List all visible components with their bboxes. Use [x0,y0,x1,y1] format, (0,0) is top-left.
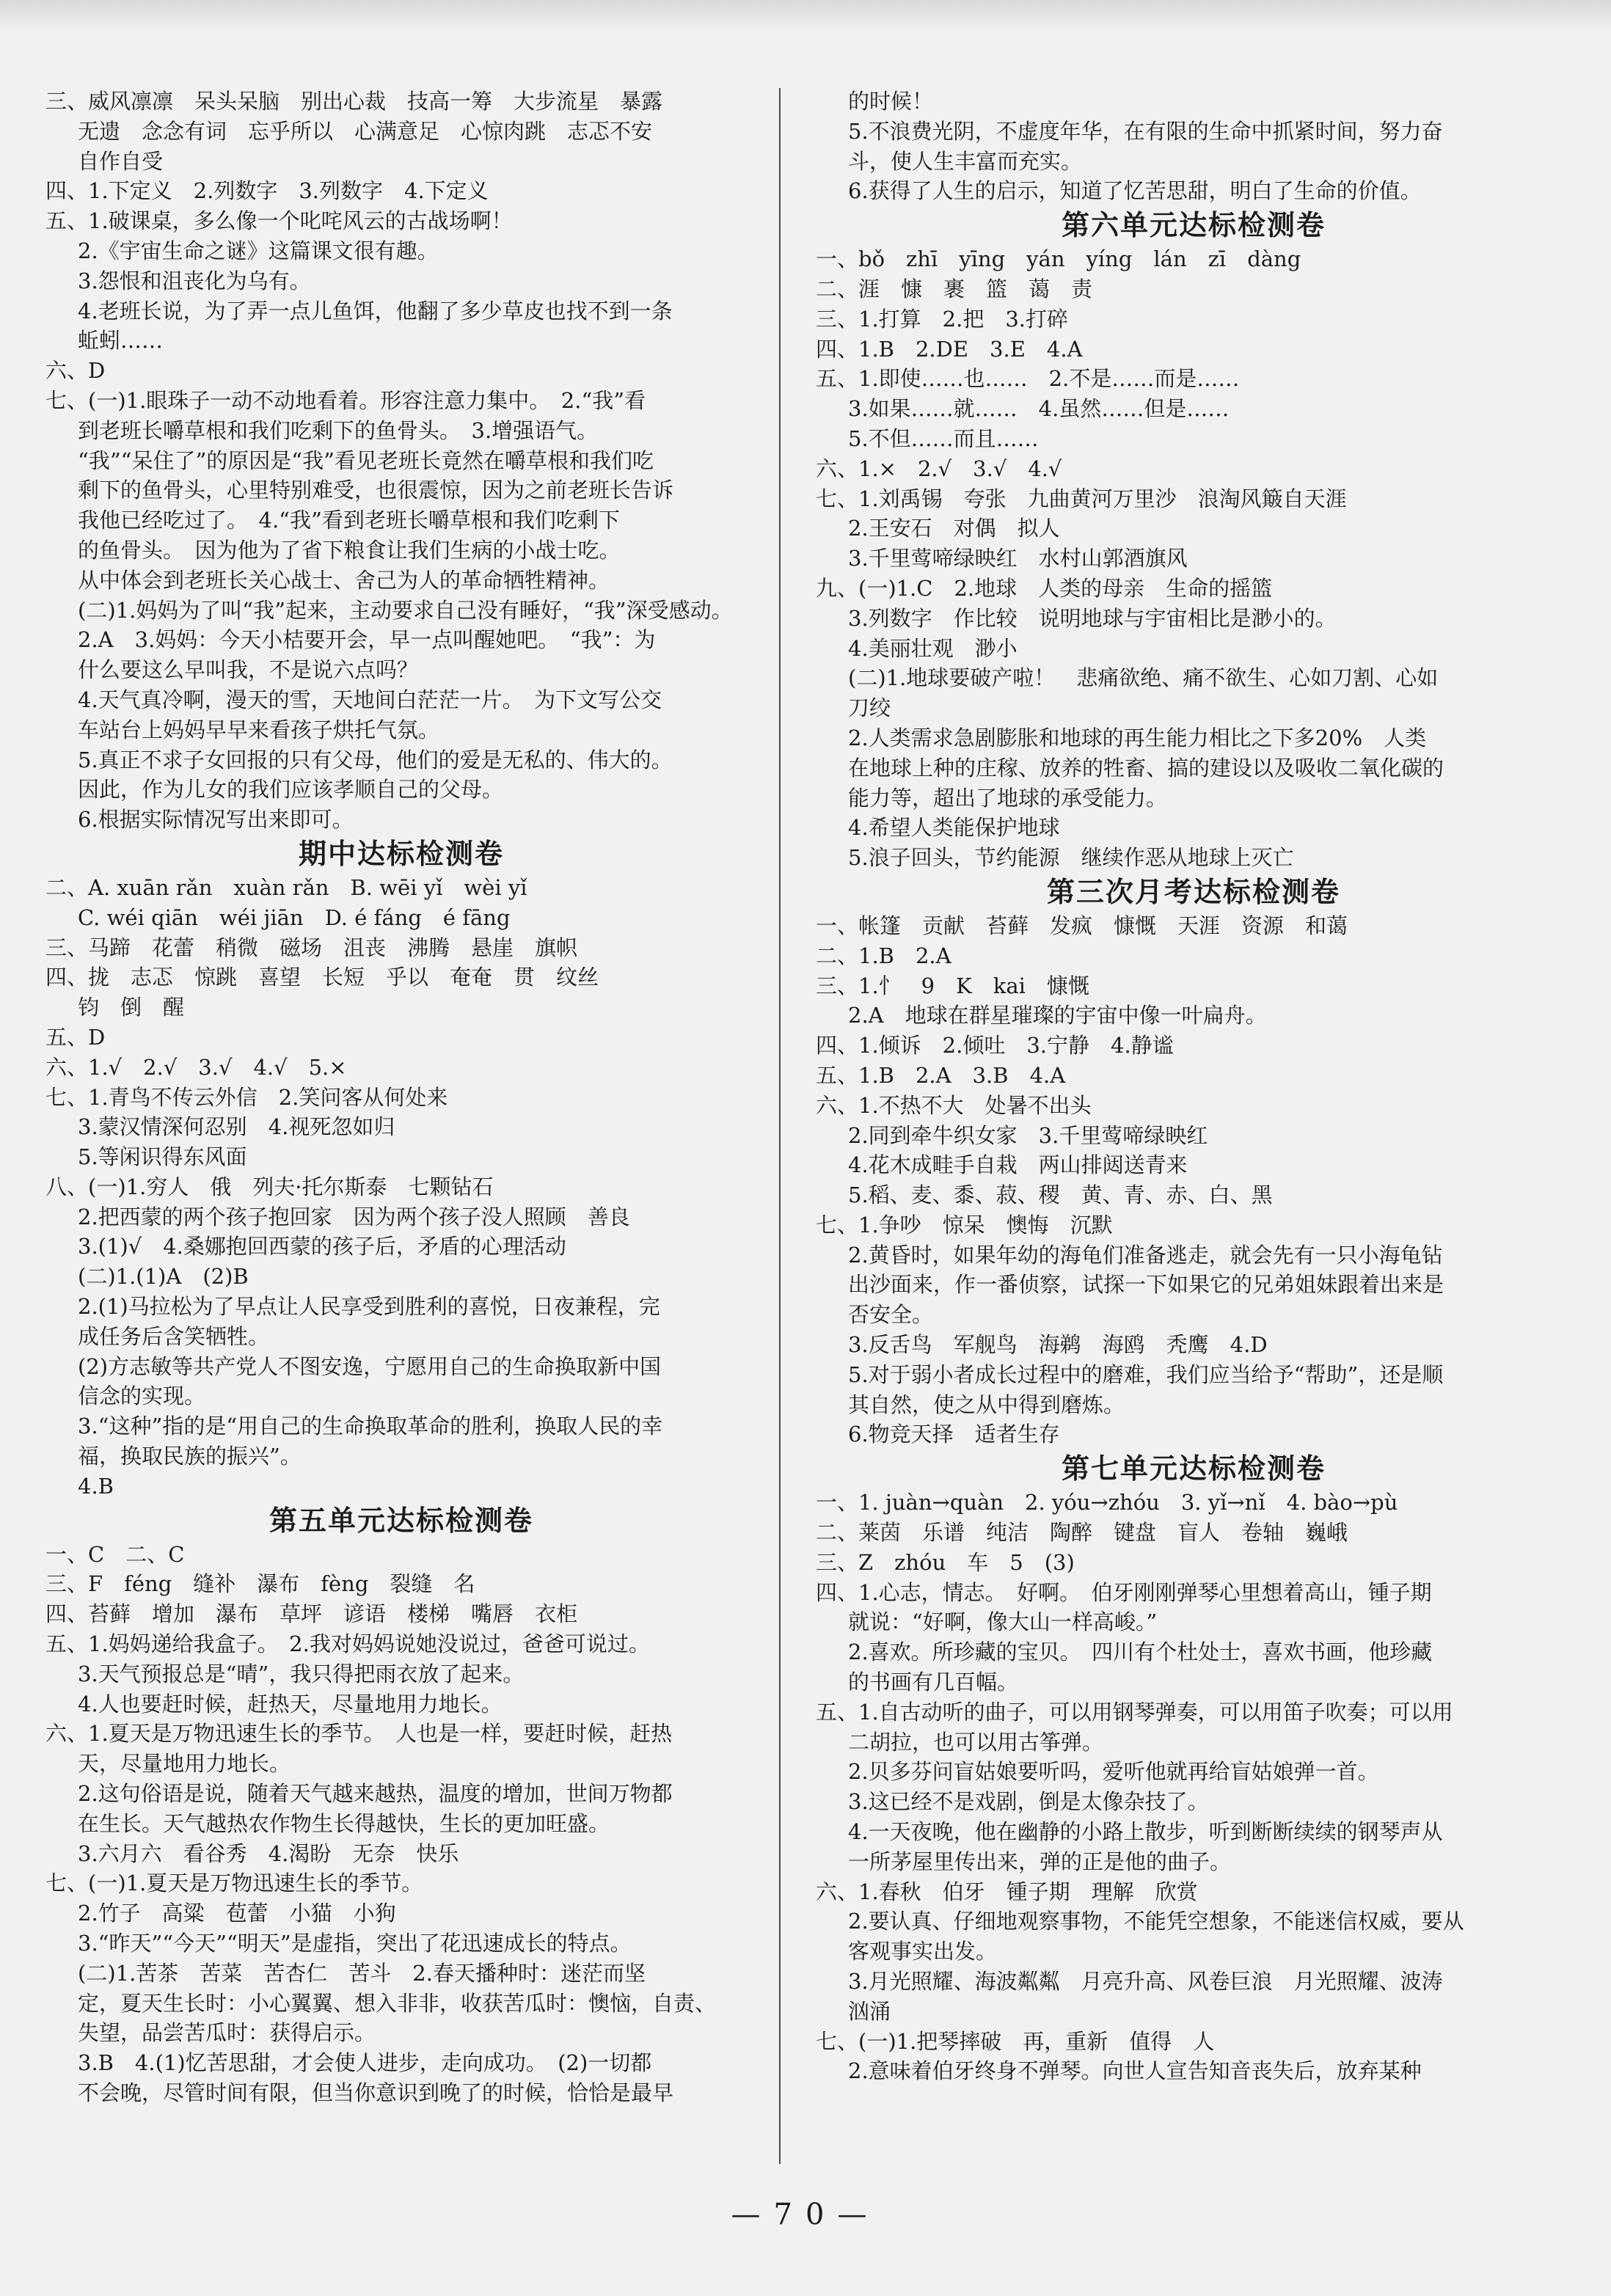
answer-line: (二)1.(1)A (2)B [78,1264,249,1290]
column-divider [779,88,781,2164]
answer-line: 剩下的鱼骨头，心里特别难受，也很震惊，因为之前老班长告诉 [78,478,674,503]
answer-line: 3.“昨天”“今天”“明天”是虚指，突出了花迅速成长的特点。 [78,1931,632,1956]
footer-dash-left: — [731,2198,774,2231]
answer-line: 2.A 3.妈妈：今天小桔要开会，早一点叫醒她吧。 “我”：为 [78,627,656,653]
answer-line: 定，夏天生长时：小心翼翼、想入非非，收获苦瓜时：懊恼，自责、 [78,1990,717,2016]
answer-column-right [816,87,1571,2208]
answer-line: 就说：“好啊，像大山一样高峻。” [848,1609,1158,1635]
page-footer [0,2198,1611,2231]
answer-line: 3.怨恨和沮丧化为乌有。 [78,268,311,293]
scan-top-band [0,0,1611,29]
answer-line: 4.人也要赶时候，赶热天，尽量地用力地长。 [78,1691,503,1716]
answer-line: 四、1.B 2.DE 3.E 4.A [816,336,1083,362]
answer-line: 2.喜欢。所珍藏的宝贝。 四川有个杜处士，喜欢书画，他珍藏 [848,1639,1433,1665]
section-heading: 第七单元达标检测卷 [1061,1452,1326,1485]
answer-line: 六、1.不热不大 处暑不出头 [816,1092,1092,1118]
answer-line: 客观事实出发。 [848,1939,998,1964]
answer-line: 一、帐篷 贡献 苔藓 发疯 慷慨 天涯 资源 和蔼 [816,913,1348,938]
answer-line: 三、1.打算 2.把 3.打碎 [816,306,1069,332]
answer-line: 5.对于弱小者成长过程中的磨难，我们应当给予“帮助”，还是顺 [848,1361,1444,1387]
answer-line: 2.A 地球在群星璀璨的宇宙中像一叶扁舟。 [848,1003,1267,1028]
answer-line: 四、1.倾诉 2.倾吐 3.宁静 4.静谧 [816,1033,1174,1059]
answer-line: 七、1.青鸟不传云外信 2.笑问客从何处来 [45,1084,448,1110]
answer-line: 2.人类需求急剧膨胀和地球的再生能力相比之下多20% 人类 [848,725,1427,750]
answer-line: 六、1.夏天是万物迅速生长的季节。 人也是一样，要赶时候，赶热 [45,1721,673,1747]
answer-line: 一、bǒ zhī yīng yán yíng lán zī dàng [816,246,1301,272]
answer-line: 二、涯 慷 裹 篮 蔼 责 [816,276,1093,301]
answer-line: 2.王安石 对偶 拟人 [848,516,1060,541]
answer-line: 2.黄昏时，如果年幼的海龟们准备逃走，就会先有一只小海龟钻 [848,1242,1443,1268]
answer-column-left [45,87,757,2208]
answer-line: 成任务后含笑牺牲。 [78,1323,270,1349]
answer-line: 六、D [45,358,106,384]
answer-line: 四、1.下定义 2.列数字 3.列数字 4.下定义 [45,178,489,204]
answer-line: “我”“呆住了”的原因是“我”看见老班长竟然在嚼草根和我们吃 [78,447,654,473]
answer-line: 4.花木成畦手自栽 两山排闼送青来 [848,1152,1188,1178]
answer-line: 六、1.× 2.√ 3.√ 4.√ [816,456,1062,481]
answer-line: 5.不但……而且…… [848,425,1039,451]
answer-line: 七、(一)1.眼珠子一动不动地看着。形容注意力集中。 2.“我”看 [45,387,646,413]
answer-line: 2.(1)马拉松为了早点让人民享受到胜利的喜悦，日夜兼程，完 [78,1294,660,1320]
answer-line: 3.如果……就…… 4.虽然……但是…… [848,396,1230,422]
section-heading: 第六单元达标检测卷 [1061,209,1326,242]
answer-line: 三、马蹄 花蕾 稍微 磁场 沮丧 沸腾 悬崖 旗帜 [45,935,578,960]
answer-line: 五、1.B 2.A 3.B 4.A [816,1062,1066,1088]
footer-dash-right: — [837,2198,880,2231]
answer-line: 3.天气预报总是“晴”，我只得把雨衣放了起来。 [78,1661,525,1686]
answer-line: 5.等闲识得东风面 [78,1144,247,1170]
answer-line: 2.同到牵牛织女家 3.千里莺啼绿映红 [848,1122,1208,1148]
answer-line: 五、D [45,1024,106,1050]
answer-line: 从中体会到老班长关心战士、舍己为人的革命牺牲精神。 [78,567,610,593]
answer-line: 4.老班长说，为了弄一点儿鱼饵，他翻了多少草皮也找不到一条 [78,298,673,323]
answer-line: 否安全。 [848,1302,934,1328]
answer-line: 三、F féng 缝补 瀑布 fèng 裂缝 名 [45,1571,475,1597]
answer-line: 因此，作为儿女的我们应该孝顺自己的父母。 [78,777,504,802]
answer-line: 天，尽量地用力地长。 [78,1751,291,1777]
answer-line: 4.希望人类能保护地球 [848,815,1060,841]
answer-line: 3.六月六 看谷秀 4.渴盼 无奈 快乐 [78,1840,459,1866]
answer-line: 七、(一)1.把琴摔破 再，重新 值得 人 [816,2028,1215,2054]
answer-line: 二胡拉，也可以用古筝弹。 [848,1729,1104,1755]
answer-line: 2.意味着伯牙终身不弹琴。向世人宣告知音丧失后，放弃某种 [848,2058,1422,2084]
answer-line: 刀绞 [848,695,891,721]
answer-line: 四、1.心志，情志。 好啊。 伯牙刚刚弹琴心里想着高山，锺子期 [816,1579,1432,1605]
answer-line: 信念的实现。 [78,1383,206,1409]
answer-line: 6.获得了人生的启示，知道了忆苦思甜，明白了生命的价值。 [848,178,1422,204]
answer-line: 5.稻、麦、黍、菽、稷 黄、青、赤、白、黑 [848,1182,1273,1208]
answer-line: 我他已经吃过了。 4.“我”看到老班长嚼草根和我们吃剩下 [78,508,620,533]
answer-line: 5.浪子回头，节约能源 继续作恶从地球上灭亡 [848,845,1294,871]
answer-line: 3.蒙汉情深何忍别 4.视死忽如归 [78,1114,395,1140]
answer-line: 福，换取民族的振兴”。 [78,1444,302,1469]
answer-line: 车站台上妈妈早早来看孩子烘托气氛。 [78,717,440,742]
answer-line: 汹涌 [848,1998,891,2024]
answer-line: 四、苔藓 增加 瀑布 草坪 谚语 楼梯 嘴唇 衣柜 [45,1601,578,1627]
section-heading: 第五单元达标检测卷 [268,1504,533,1537]
answer-line: 七、1.刘禹锡 夸张 九曲黄河万里沙 浪淘风簸自天涯 [816,486,1347,511]
answer-line: 七、1.争吵 惊呆 懊悔 沉默 [816,1212,1113,1237]
answer-line: 2.贝多芬问盲姑娘要听吗，爱听他就再给盲姑娘弹一首。 [848,1759,1379,1785]
answer-line: 6.物竞天择 适者生存 [848,1422,1060,1447]
answer-line: 3.列数字 作比较 说明地球与宇宙相比是渺小的。 [848,605,1337,631]
answer-line: 九、(一)1.C 2.地球 人类的母亲 生命的摇篮 [816,575,1273,601]
answer-line: 的书画有几百幅。 [848,1670,1019,1695]
answer-line: 五、1.即使……也…… 2.不是……而是…… [816,366,1240,392]
answer-line: 五、1.自古动听的曲子，可以用钢琴弹奏，可以用笛子吹奏；可以用 [816,1699,1453,1725]
answer-line: (二)1.地球要破产啦！ 悲痛欲绝、痛不欲生、心如刀割、心如 [848,665,1439,691]
answer-line: 出沙面来，作一番侦察，试探一下如果它的兄弟姐妹跟着出来是 [848,1272,1444,1298]
answer-line: 二、A. xuān rǎn xuàn rǎn B. wēi yǐ wèi yǐ [45,874,527,900]
answer-line: 什么要这么早叫我，不是说六点吗？ [78,657,419,683]
answer-line: 六、1.春秋 伯牙 锺子期 理解 欣赏 [816,1879,1198,1904]
answer-line: 能力等，超出了地球的承受能力。 [848,785,1168,811]
answer-line: 一所茅屋里传出来，弹的正是他的曲子。 [848,1849,1232,1874]
answer-line: 在地球上种的庄稼、放养的牲畜、搞的建设以及吸收二氧化碳的 [848,755,1444,780]
answer-line: 3.“这种”指的是“用自己的生命换取革命的胜利，换取人民的幸 [78,1414,663,1439]
answer-line: (二)1.苦茶 苦菜 苦杏仁 苦斗 2.春天播种时：迷茫而坚 [78,1960,646,1986]
answer-line: 2.要认真、仔细地观察事物，不能凭空想象，不能迷信权威，要从 [848,1909,1464,1934]
answer-line: 三、威风凛凛 呆头呆脑 别出心裁 技高一筹 大步流星 暴露 [45,89,663,114]
answer-line: 三、Z zhóu 车 5 (3) [816,1549,1075,1575]
answer-line: 4.一天夜晚，他在幽静的小路上散步，听到断断续续的钢琴声从 [848,1819,1443,1845]
page-number: 70 [773,2198,838,2231]
answer-line: 斗，使人生丰富而充实。 [848,148,1083,174]
answer-line: 钧 倒 醒 [78,995,185,1020]
answer-line: 3.千里莺啼绿映红 水村山郭酒旗风 [848,546,1188,571]
answer-line: 五、1.破课桌，多么像一个叱咤风云的古战场啊！ [45,208,513,234]
answer-line: 到老班长嚼草根和我们吃剩下的鱼骨头。 3.增强语气。 [78,417,599,443]
answer-line: 的鱼骨头。 因为他为了省下粮食让我们生病的小战士吃。 [78,537,621,563]
answer-line: 的时候！ [848,89,934,114]
answer-line: 3.月光照耀、海波粼粼 月亮升高、风卷巨浪 月光照耀、波涛 [848,1969,1443,1995]
answer-line: 3.(1)√ 4.桑娜抱回西蒙的孩子后，矛盾的心理活动 [78,1234,566,1259]
answer-line: 6.根据实际情况写出来即可。 [78,807,354,833]
answer-line: C. wéi qiān wéi jiān D. é fáng é fāng [78,904,511,930]
answer-line: 一、1. juàn→quàn 2. yóu→zhóu 3. yǐ→nǐ 4. bào→pù [816,1490,1398,1516]
answer-line: 三、1.忄 9 K kai 慷慨 [816,973,1089,998]
answer-line: 二、1.B 2.A [816,943,951,968]
answer-line: 二、莱茵 乐谱 纯洁 陶醉 键盘 盲人 卷轴 巍峨 [816,1520,1348,1546]
answer-line: 2.这句俗语是说，随着天气越来越热，温度的增加，世间万物都 [78,1781,673,1807]
answer-line: 4.天气真冷啊，漫天的雪，天地间白茫茫一片。 为下文写公交 [78,687,662,712]
answer-line: 5.真正不求子女回报的只有父母，他们的爱是无私的、伟大的。 [78,747,673,772]
answer-line: 4.B [78,1473,114,1499]
answer-line: 5.不浪费光阴，不虚度年华，在有限的生命中抓紧时间，努力奋 [848,118,1443,144]
answer-line: 八、(一)1.穷人 俄 列夫·托尔斯泰 七颗钻石 [45,1174,494,1199]
section-heading: 期中达标检测卷 [298,837,504,870]
answer-line: 不会晚，尽管时间有限，但当你意识到晚了的时候，恰恰是最早 [78,2080,674,2105]
answer-line: 一、C 二、C [45,1541,185,1567]
answer-line: 五、1.妈妈递给我盒子。 2.我对妈妈说她没说过，爸爸可说过。 [45,1631,650,1657]
answer-line: 2.竹子 高粱 苞蕾 小猫 小狗 [78,1901,396,1926]
answer-line: 4.美丽壮观 渺小 [848,635,1018,661]
section-heading: 第三次月考达标检测卷 [1046,875,1340,908]
answer-line: 七、(一)1.夏天是万物迅速生长的季节。 [45,1871,423,1896]
answer-line: 2.《宇宙生命之谜》这篇课文很有趣。 [78,238,439,263]
answer-line: (2)方志敏等共产党人不图安逸，宁愿用自己的生命换取新中国 [78,1353,662,1379]
answer-line: 六、1.√ 2.√ 3.√ 4.√ 5.× [45,1054,347,1080]
answer-line: (二)1.妈妈为了叫“我”起来，主动要求自己没有睡好，“我”深受感动。 [78,597,733,623]
answer-line: 在生长。天气越热农作物生长得越快，生长的更加旺盛。 [78,1810,610,1836]
answer-line: 自作自受 [78,148,164,174]
answer-line: 失望，品尝苦瓜时：获得启示。 [78,2020,376,2046]
answer-line: 无遗 念念有词 忘乎所以 心满意足 心惊肉跳 志忑不安 [78,118,653,144]
answer-line: 蚯蚓…… [78,328,164,354]
answer-line: 四、拢 志忑 惊跳 喜望 长短 乎以 奄奄 贯 纹丝 [45,965,599,990]
answer-line: 3.这已经不是戏剧，倒是太像杂技了。 [848,1789,1209,1815]
answer-line: 其自然，使之从中得到磨炼。 [848,1392,1125,1417]
answer-line: 3.B 4.(1)忆苦思甜，才会使人进步，走向成功。 (2)一切都 [78,2050,652,2076]
answer-line: 2.把西蒙的两个孩子抱回家 因为两个孩子没人照顾 善良 [78,1204,630,1229]
answer-line: 3.反舌鸟 军舰鸟 海鹈 海鸥 秃鹰 4.D [848,1332,1268,1358]
